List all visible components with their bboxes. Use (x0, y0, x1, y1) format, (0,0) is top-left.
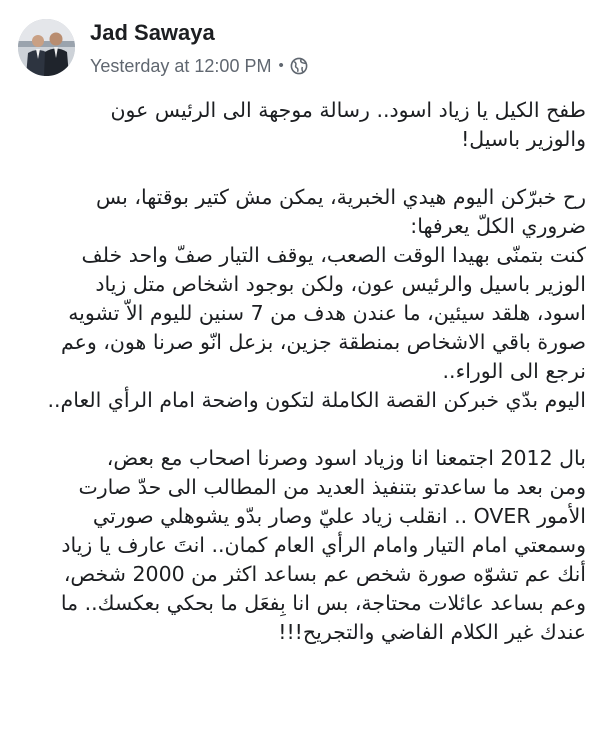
post-paragraph-3: بال 2012 اجتمعنا انا وزياد اسود وصرنا اصحاب مع بعض، ومن بعد ما ساعدتو بتنفيذ العديد من المطالب الى حدّ صارت الأمور OVER .. انقلب زياد عليّ وصار بدّو يشوهلي صورتي وسمعتي امام التيار وامام الرأي العام كمان.. انتَ عارف يا زياد أنك عم تشوّه صورة شخص عم بساعد اكثر من 2000 شخص، وعم بساعد عائلات محتاجة، بس انا بِفعَل ما بحكي بعكسك.. ما عندك غير الكلام الفاضي والتجريح!!! (60, 446, 586, 644)
post-body (14, 96, 586, 647)
post-header (18, 16, 584, 82)
author-name[interactable]: Jad Sawaya (90, 20, 215, 45)
avatar-photo (18, 19, 75, 76)
paragraph-gap (14, 154, 586, 183)
post-meta (90, 54, 308, 78)
post-paragraph-1: طفح الكيل يا زياد اسود.. رسالة موجهة الى الرئيس عون والوزير باسيل! (110, 98, 586, 151)
meta-separator: • (278, 57, 284, 74)
post-timestamp[interactable]: Yesterday at 12:00 PM (90, 55, 272, 76)
post-paragraph-2: رح خبرّكن اليوم هيدي الخبرية، يمكن مش كتير بوقتها، بس ضروري الكلّ يعرفها: كنت بتمنّى بهيدا الوقت الصعب، يوقف التيار صفّ واحد خلف الوزير باسيل والرئيس عون، ولكن بوجود اشخاص متل زياد اسود، هلقد سيئين، ما عندن هدف من 7 سنين لليوم الاّ تشويه صورة باقي الاشخاص بمنطقة جزين، بزعل انّو صرنا هون، وعم نرجع الى الوراء.. اليوم بدّي خبركن القصة الكاملة لتكون واضحة امام الرأي العام.. (47, 185, 586, 412)
globe-icon[interactable] (290, 57, 308, 75)
avatar[interactable] (18, 19, 75, 76)
paragraph-gap (14, 415, 586, 444)
